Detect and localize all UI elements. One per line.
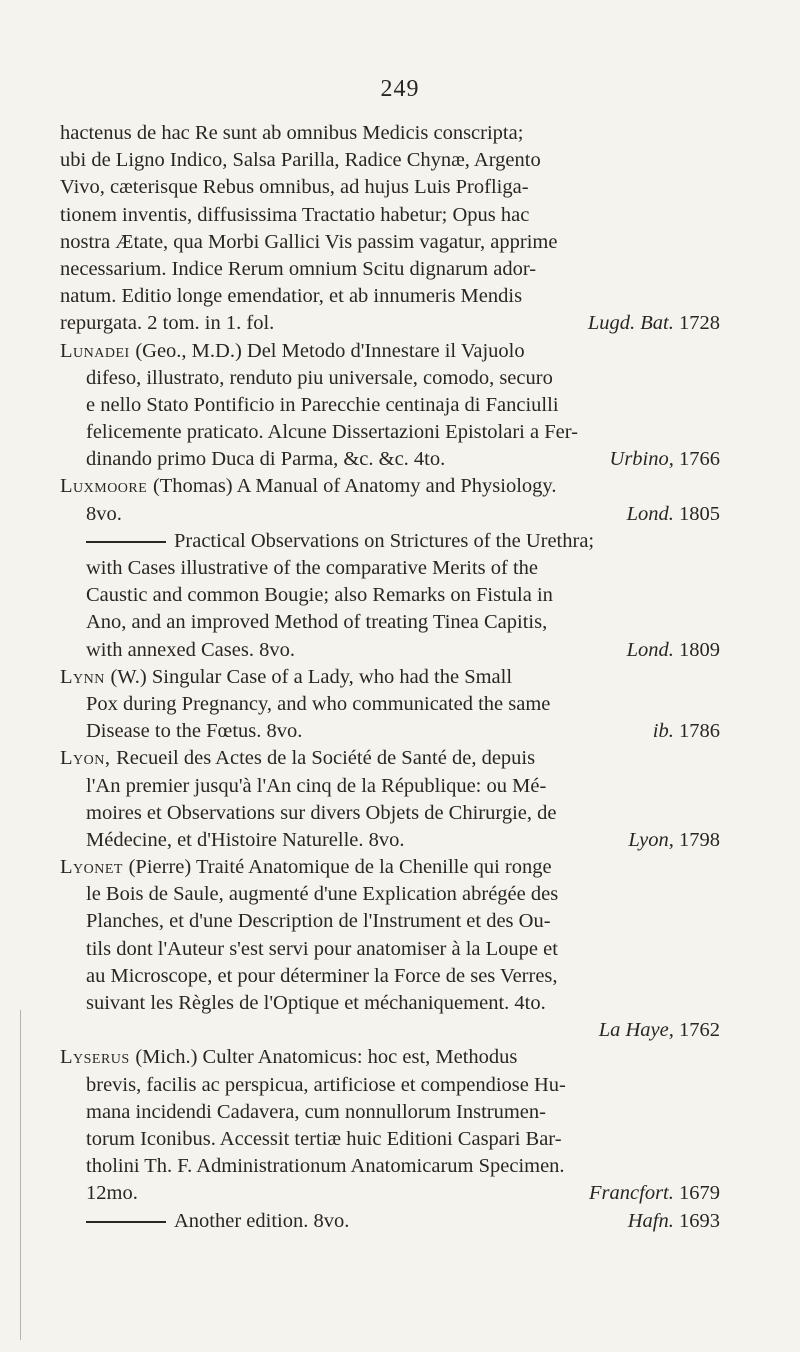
line-text: felicemente praticato. Alcune Dissertazioni Epistolari a Fer- — [86, 421, 578, 444]
imprint-place: Urbino, — [609, 448, 674, 471]
imprint — [627, 501, 720, 528]
line-main — [60, 229, 557, 256]
line-main — [86, 936, 558, 963]
line-text: Planches, et d'une Description de l'Instrument et des Ou- — [86, 910, 551, 933]
imprint-place: Lond. — [626, 502, 674, 525]
line-text: brevis, facilis ac perspicua, artificiose et compendiose Hu- — [86, 1073, 566, 1096]
text-line — [60, 419, 720, 446]
text-line — [60, 1072, 720, 1099]
line-text: with annexed Cases. 8vo. — [86, 638, 295, 661]
imprint — [627, 637, 720, 664]
entry-heading: Luxmoore — [60, 475, 153, 498]
line-main — [86, 1180, 138, 1207]
text-line — [60, 202, 720, 229]
imprint-place: Francfort. — [589, 1182, 674, 1205]
line-text: Pox during Pregnancy, and who communicated the same — [86, 692, 551, 715]
line-text: Médecine, et d'Histoire Naturelle. 8vo. — [86, 828, 405, 851]
text-line — [60, 555, 720, 582]
imprint-place: Lugd. Bat. — [587, 312, 674, 335]
line-text: nostra Ætate, qua Morbi Gallici Vis passim vagatur, apprime — [60, 230, 558, 253]
line-text: necessarium. Indice Rerum omnium Scitu dignarum ador- — [60, 257, 537, 280]
text-line — [60, 365, 720, 392]
page-edge-shadow — [20, 1010, 21, 1340]
text-line — [60, 745, 720, 772]
imprint — [588, 310, 720, 337]
text-line — [60, 1208, 720, 1235]
text-line — [60, 338, 720, 365]
line-text: tionem inventis, diffusissima Tractatio habetur; Opus hac — [60, 203, 530, 226]
line-text: torum Iconibus. Accessit tertiæ huic Editioni Caspari Bar- — [86, 1127, 562, 1150]
line-main — [60, 283, 522, 310]
line-main — [86, 609, 547, 636]
line-text: 12mo. — [86, 1182, 138, 1205]
line-main — [60, 310, 274, 337]
text-line — [60, 800, 720, 827]
imprint-place: ib. — [652, 720, 674, 743]
imprint-year: 1728 — [673, 312, 720, 335]
imprint — [628, 827, 720, 854]
line-main — [60, 338, 525, 365]
line-main — [60, 202, 529, 229]
line-text: tholini Th. F. Administrationum Anatomicarum Specimen. — [86, 1155, 565, 1178]
line-main — [86, 1208, 349, 1235]
line-text: ubi de Ligno Indico, Salsa Parilla, Radice Chynæ, Argento — [60, 149, 541, 172]
line-text: Another edition. 8vo. — [174, 1209, 350, 1232]
imprint — [653, 718, 720, 745]
line-text: au Microscope, et pour déterminer la Force de ses Verres, — [86, 964, 558, 987]
line-main — [86, 773, 546, 800]
text-line — [60, 1180, 720, 1207]
text-line — [60, 1044, 720, 1071]
line-text: l'An premier jusqu'à l'An cinq de la République: ou Mé- — [86, 774, 547, 797]
imprint — [599, 1017, 720, 1044]
line-text: e nello Stato Pontificio in Parecchie centinaja di Fanciulli — [86, 393, 559, 416]
catalogue-text — [60, 120, 720, 1235]
line-main — [86, 881, 558, 908]
line-text: (Geo., M.D.) Del Metodo d'Innestare il Vajuolo — [135, 339, 525, 362]
text-line — [60, 718, 720, 745]
line-main — [60, 745, 535, 772]
line-main — [86, 691, 550, 718]
imprint-year: 1762 — [673, 1019, 720, 1042]
line-text: suivant les Règles de l'Optique et méchaniquement. 4to. — [86, 992, 546, 1014]
line-text: 8vo. — [86, 502, 122, 525]
line-text: hactenus de hac Re sunt ab omnibus Medicis conscripta; — [60, 122, 524, 144]
line-main — [86, 582, 553, 609]
text-line — [60, 664, 720, 691]
imprint-year: 1798 — [673, 828, 720, 851]
entry-heading: Lyonet — [60, 856, 129, 879]
line-main — [86, 528, 594, 555]
entry-heading: Lunadei — [60, 339, 136, 362]
line-text: Ano, and an improved Method of treating Tinea Capitis, — [86, 611, 548, 634]
line-text: with Cases illustrative of the comparative Merits of the — [86, 557, 539, 579]
text-line — [60, 1126, 720, 1153]
text-line — [60, 229, 720, 256]
line-main — [86, 908, 551, 935]
text-line — [60, 392, 720, 419]
imprint-year: 1805 — [673, 502, 720, 525]
line-main — [86, 1072, 566, 1099]
text-line — [60, 501, 720, 528]
line-main — [86, 963, 558, 990]
line-main — [86, 1126, 562, 1153]
ditto-dash — [86, 541, 166, 543]
line-text: dinando primo Duca di Parma, &c. &c. 4to. — [86, 448, 446, 471]
line-main — [60, 1044, 517, 1071]
line-main — [86, 501, 122, 528]
text-line — [60, 446, 720, 473]
line-main — [86, 827, 405, 854]
line-main — [60, 174, 529, 201]
line-main — [60, 120, 523, 147]
line-main — [86, 419, 578, 446]
text-line — [60, 963, 720, 990]
imprint — [610, 446, 720, 473]
text-line — [60, 1099, 720, 1126]
line-text: (W.) Singular Case of a Lady, who had the Small — [110, 665, 513, 688]
entry-heading: Lyon, — [60, 747, 117, 770]
text-line — [60, 310, 720, 337]
text-line — [60, 528, 720, 555]
text-line — [60, 609, 720, 636]
text-line — [60, 881, 720, 908]
line-main — [86, 1099, 546, 1126]
ditto-dash — [86, 1221, 166, 1223]
line-main — [86, 800, 556, 827]
line-text: (Mich.) Culter Anatomicus: hoc est, Methodus — [135, 1046, 518, 1069]
line-text: Vivo, cæterisque Rebus omnibus, ad hujus Luis Profliga- — [60, 176, 529, 199]
line-text: le Bois de Saule, augmenté d'une Explication abrégée des — [86, 883, 559, 906]
line-text: Recueil des Actes de la Société de Santé de, depuis — [116, 747, 536, 770]
line-main — [60, 854, 552, 881]
line-text: mana incidendi Cadavera, cum nonnullorum Instrumen- — [86, 1100, 546, 1123]
line-text: difeso, illustrato, renduto piu universale, comodo, securo — [86, 366, 553, 389]
line-main — [86, 555, 538, 582]
line-text: (Thomas) A Manual of Anatomy and Physiology. — [152, 475, 557, 498]
line-main — [86, 446, 445, 473]
imprint-year: 1786 — [673, 720, 720, 743]
line-main — [60, 256, 536, 283]
text-line — [60, 691, 720, 718]
text-line — [60, 1153, 720, 1180]
imprint-year: 1693 — [673, 1209, 720, 1232]
line-main — [86, 637, 295, 664]
imprint-place: Lyon, — [628, 828, 674, 851]
text-line — [60, 174, 720, 201]
text-line — [60, 1017, 720, 1044]
line-main — [60, 473, 556, 500]
line-main — [86, 392, 559, 419]
line-text: repurgata. 2 tom. in 1. fol. — [60, 312, 275, 335]
text-line — [60, 637, 720, 664]
line-main — [60, 147, 541, 174]
entry-heading: Lyserus — [60, 1046, 136, 1069]
text-line — [60, 473, 720, 500]
text-line — [60, 854, 720, 881]
text-line — [60, 827, 720, 854]
imprint-year: 1766 — [673, 448, 720, 471]
line-text: Caustic and common Bougie; also Remarks on Fistula in — [86, 584, 553, 607]
line-text: (Pierre) Traité Anatomique de la Chenille qui ronge — [128, 856, 552, 879]
text-line — [60, 283, 720, 310]
text-line — [60, 256, 720, 283]
imprint — [628, 1208, 720, 1235]
imprint — [589, 1180, 720, 1207]
text-line — [60, 936, 720, 963]
text-line — [60, 773, 720, 800]
line-text: Practical Observations on Strictures of the Urethra; — [174, 529, 595, 552]
text-line — [60, 990, 720, 1017]
line-text: moires et Observations sur divers Objets de Chirurgie, de — [86, 801, 557, 824]
line-text: Disease to the Fœtus. 8vo. — [86, 720, 303, 743]
imprint-year: 1679 — [673, 1182, 720, 1205]
entry-heading: Lynn — [60, 665, 111, 688]
line-text: natum. Editio longe emendatior, et ab innumeris Mendis — [60, 285, 523, 308]
page-number: 249 — [380, 76, 420, 102]
text-line — [60, 908, 720, 935]
line-main — [86, 365, 553, 392]
line-main — [86, 718, 302, 745]
imprint-place: Hafn. — [627, 1209, 674, 1232]
line-main — [60, 664, 512, 691]
imprint-year: 1809 — [673, 638, 720, 661]
line-main — [86, 990, 546, 1017]
text-line — [60, 120, 720, 147]
imprint-place: Lond. — [626, 638, 674, 661]
imprint-place: La Haye, — [598, 1019, 674, 1042]
line-text: tils dont l'Auteur s'est servi pour anatomiser à la Loupe et — [86, 937, 558, 960]
text-line — [60, 147, 720, 174]
line-main — [86, 1153, 565, 1180]
text-line — [60, 582, 720, 609]
